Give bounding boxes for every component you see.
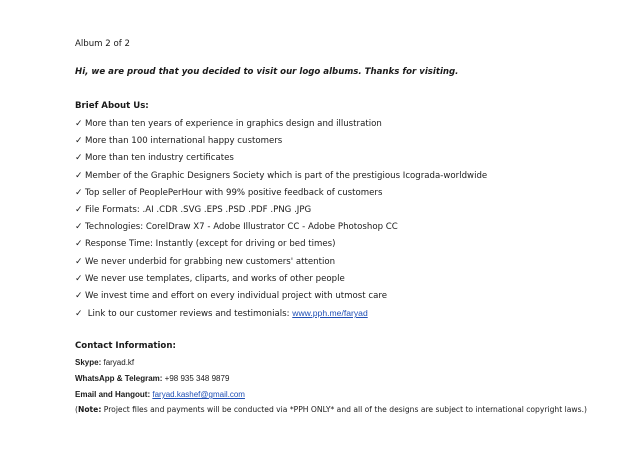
list-item <box>75 238 336 250</box>
check-icon: ✓ <box>75 170 83 181</box>
brief-title: Brief About Us: <box>75 101 149 111</box>
list-item <box>75 135 282 147</box>
check-icon: ✓ <box>75 187 83 198</box>
skype-value: faryad.kf <box>103 358 135 367</box>
list-item-text: We never underbid for grabbing new customers' attention <box>85 256 336 267</box>
list-item-text: Top seller of PeoplePerHour with 99% positive feedback of customers <box>85 187 383 198</box>
note-open: ( <box>75 405 78 414</box>
note-text: Project files and payments will be conducted via *PPH ONLY* and all of the designs are subject to international copyright laws.) <box>101 405 587 414</box>
check-icon: ✓ <box>75 273 83 284</box>
skype-line <box>75 357 134 369</box>
list-item-text: More than ten years of experience in graphics design and illustration <box>85 119 382 129</box>
whatsapp-value: +98 935 348 9879 <box>164 374 230 383</box>
list-item-text: We never use templates, cliparts, and works of other people <box>85 273 345 284</box>
list-item <box>75 256 335 268</box>
intro-text: Hi, we are proud that you decided to visit our logo albums. Thanks for visiting. <box>75 67 459 77</box>
whatsapp-label: WhatsApp & Telegram: <box>75 374 163 383</box>
list-item-text: Member of the Graphic Designers Society which is part of the prestigious Icograda-worldwide <box>85 170 488 181</box>
check-icon: ✓ <box>75 291 83 301</box>
check-icon: ✓ <box>75 222 83 233</box>
list-item <box>75 290 387 302</box>
list-item-text: More than 100 international happy customers <box>85 136 283 147</box>
list-item <box>75 118 382 130</box>
check-icon: ✓ <box>75 205 83 215</box>
list-item-text: Response Time: Instantly (except for driving or bed times) <box>85 239 336 250</box>
list-item <box>75 221 398 233</box>
contact-title: Contact Information: <box>75 341 176 351</box>
list-item <box>75 273 345 285</box>
list-item <box>75 187 382 199</box>
whatsapp-line <box>75 373 229 385</box>
note-label: Note: <box>77 405 102 414</box>
check-icon: ✓ <box>75 239 83 250</box>
album-counter: Album 2 of 2 <box>75 39 130 49</box>
list-item <box>75 204 311 216</box>
check-icon: ✓ <box>75 256 83 267</box>
list-item-text: We invest time and effort on every individual project with utmost care <box>85 291 387 301</box>
email-line <box>75 389 245 401</box>
list-item-text: More than ten industry certificates <box>85 153 234 164</box>
check-icon: ✓ <box>75 119 83 129</box>
check-icon: ✓ <box>75 309 83 320</box>
note-line <box>75 404 587 416</box>
list-item-reviews <box>75 307 368 320</box>
list-item <box>75 152 234 164</box>
reviews-link[interactable]: www.pph.me/faryad <box>292 308 368 319</box>
email-label: Email and Hangout: <box>75 390 151 399</box>
list-item <box>75 170 487 182</box>
list-item-text: Technologies: CorelDraw X7 - Adobe Illustrator CC - Adobe Photoshop CC <box>85 222 398 233</box>
skype-label: Skype: <box>75 358 102 367</box>
list-item-text: File Formats: .AI .CDR .SVG .EPS .PSD .PDF .PNG .JPG <box>85 205 312 215</box>
check-icon: ✓ <box>75 153 83 164</box>
list-item-text: Link to our customer reviews and testimonials: <box>87 309 293 320</box>
email-link[interactable]: faryad.kashef@gmail.com <box>152 390 245 399</box>
check-icon: ✓ <box>75 136 83 147</box>
